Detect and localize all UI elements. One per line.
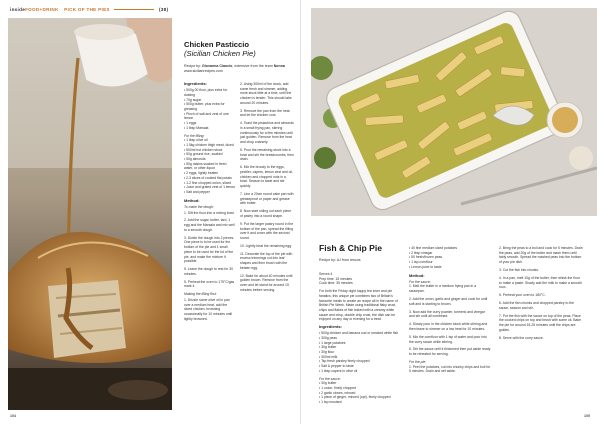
method-step: 1. Sift the flour into a mixing bowl. [184, 210, 235, 215]
method-step: 3. Cut the fish into chunks. [499, 268, 539, 272]
section-title: PICK OF THE PIES [64, 7, 110, 12]
method-step: 7. Put the fish with the sauce on top of the peas. Place the cooked chips on top and brush with some oil. Bake the pie for around 15-25 minutes until the chips are golden. [499, 313, 581, 332]
ingredient-item: • 500g butter, plus extra for greasing [184, 102, 225, 112]
method-step: 5. Leave the dough to rest for 30 minutes. [184, 267, 234, 276]
filling-item: • 50g ground rice, soaked [184, 152, 223, 157]
method-step: 3. Now add the curry powder, turmeric and vinegar and stir until all combined. [409, 309, 485, 319]
filling-item: • 500ml hot chicken stock [184, 147, 223, 152]
recipe-meta: Prep time: 15 minutes [319, 276, 352, 281]
sauce-item: • 1 tsp mustard [319, 400, 342, 405]
recipe-title: Fish & Chip Pie [319, 243, 383, 253]
method-step: 1. Peel the potatoes, cut into chunky chips and boil for 5 minutes. Drain and set aside. [409, 364, 491, 374]
filling-item: • Juice and grated zest of 1 lemon [184, 185, 236, 190]
section-page: (38) [158, 7, 169, 12]
filling-item: • 1.5kg chicken thigh meat, diced [184, 142, 234, 147]
ingredient-item: • 1 large potatoes [319, 340, 346, 345]
ingredient-item: • Lemon juice to taste [409, 264, 442, 269]
method-step: 2. Bring the peas to a boil and cook for 5 minutes. Drain the peas, add 20g of the butter and mash them until fairly smooth. Spread the mashed peas into the bottom of your pie dish. [499, 246, 583, 265]
sauce-heading: For the sauce: [319, 376, 341, 381]
method-heading: Method: [184, 197, 200, 203]
filling-item: • 2 eggs, lightly beaten [184, 171, 219, 176]
fish-pie-photo [311, 8, 597, 216]
method-step: 6. Mix the broody to the eggs, pecifier, capers, lemon zest and oil, chicken and chopped nuts in a bowl. Season to taste and stir quickly. [240, 165, 293, 189]
method-step: 4. Slowly pour in the chicken stock while stirring and then leave to simmer on a low heat for 10 minutes. [409, 322, 488, 331]
ingredient-item: • 300g peas [319, 335, 337, 340]
filling-item: • 50g raisins soaked in fresh water, or other liquor [184, 161, 227, 171]
method-step: 2. Add the onion, garlic and ginger and cook for until soft and is starting to brown. [409, 297, 488, 306]
filling-item: • 50g almonds [184, 157, 206, 162]
sauce-item: • 1 onion, finely chopped [319, 385, 357, 390]
ingredient-item: • 50 fresh/frozen peas [409, 255, 443, 260]
filling-method-subheading: Making the filling first: [184, 292, 217, 297]
ingredient-item: • 500g 00 flour, plus extra for dusting [184, 88, 228, 97]
method-step: 9. Put the larger pastry round in the bottom of the pan, spread the filling over it and cover with the second round. [240, 221, 294, 240]
ingredient-item: • Salt & pepper to taste [319, 364, 354, 369]
recipe-title: Chicken Pasticcio [184, 40, 249, 49]
sauce-item: • 1 piece of ginger, minced (opt), finely chopped [319, 395, 391, 400]
method-step: 5. Preheat your oven to 180°C. [499, 293, 546, 298]
method-step: 5. Pour the remaining stock into a bowl and stir the breadcrumbs, then drain. [240, 148, 294, 162]
sauce-item: • 30g butter [319, 381, 337, 386]
ingredient-item: • 1 tsp cornflour [409, 260, 433, 265]
method-step: 5. Preheat the oven to 175°C/gas mark 4. [184, 279, 235, 289]
recipe-subtitle: (Sicilian Chicken Pie) [184, 49, 256, 58]
filling-item: • 1-2 fine chopped onion, sliced [184, 180, 232, 185]
method-step: 1. Drizzle some olive oil in pan over a medium heat, add the diced chicken, browning occasionally for 10 minutes until lightly browned. [184, 298, 233, 321]
right-column-1 [319, 272, 401, 405]
right-page [300, 0, 600, 424]
left-column-1 [184, 82, 236, 325]
ingredient-item: • 1 eggs [184, 121, 197, 126]
method-step: 2. Add the sugar, butter, lard, 1 egg and the Marsala and mix well to a smooth dough. [184, 218, 235, 232]
left-column-2 [240, 82, 294, 296]
magazine-header [10, 7, 168, 12]
magazine-logo: insideFOOD+DRINK [10, 7, 59, 12]
ingredient-item: • 40 fine medium sized potatoes [409, 246, 458, 250]
recipe-meta: Serves 4 [319, 272, 333, 276]
method-step: 8. Now start rolling out each piece of pastry into a round shape. [240, 209, 292, 218]
method-step: 5. Mix the cornflour with 1 tsp of water and pour into the curry sauce while stirring. [409, 334, 487, 344]
ingredient-item: • Pinch of salt and zest of one lemon [184, 111, 229, 121]
ingredients-heading: Ingredients: [319, 324, 342, 330]
right-column-3 [499, 246, 583, 344]
left-page-number: 104 [10, 414, 16, 418]
method-step: 6. Add the fish chunks and chopped parsley to the sauce, season and stir. [499, 301, 575, 310]
pie-subheading: For the pie: [409, 359, 427, 364]
recipe-byline: Recipe by: Giovanna Ciancio, extensive from the team Nonna www.sicilianrecipes.com [184, 64, 285, 73]
ingredients-heading: Ingredients: [184, 81, 207, 86]
recipe-meta: Cook time: 35 minutes [319, 281, 353, 286]
ingredient-item: • 30g butter [319, 345, 337, 350]
method-step: 3. Divide the dough into 2 pieces. One piece is to be used for the bottom of the pie and 1 small piece to be used for the lid of the pie, and make the mixture if possible. [184, 235, 235, 264]
section-rule [114, 9, 154, 10]
sauce-item: • 2 garlic cloves, minced [319, 390, 356, 395]
ingredient-item: • 30g flour [319, 350, 335, 355]
filling-item: • 1 tbsp olive oil [184, 138, 208, 143]
filling-item: • Salt and pepper [184, 189, 211, 194]
method-step: 1. Melt the butter in a medium frying pan in a saucepan. [409, 284, 477, 294]
ingredient-item: • 2 tbsp vinegar [409, 250, 433, 255]
method-subheading: For the sauce: [409, 279, 431, 284]
method-step: 12. Bake for about 40 minutes until golden brown. Remove from the oven and let stand for around 15 minutes before serving. [240, 273, 293, 292]
ingredient-item: • 70g sugar [184, 97, 202, 102]
ingredient-item: • Tsp fresh parsley finely chopped [319, 359, 370, 364]
recipe-byline: Recipe by: AJ from tescos [319, 258, 361, 262]
method-step: 4. In a pan, melt 10g of the butter, then whisk the flour to make a paste. Slowly add the milk to make a smooth roux. [499, 275, 582, 290]
filling-item: • 2-3 slices of cooked flat potato [184, 175, 232, 180]
filling-heading: For the filling: [184, 133, 205, 138]
method-step: 3. Remove the pan from the heat and let the chicken cool. [240, 108, 290, 118]
method-step: 8. Serve with the curry sauce. [499, 335, 544, 340]
ingredient-item: • 1 tbsp Marsala [184, 125, 209, 130]
ingredient-item: • 1 tbsp capers in olive oil [319, 368, 358, 373]
method-step: 7. Line a 20cm round cake pan with greaseproof or paper and grease with butter. [240, 192, 294, 206]
method-step: 10. Lightly beat the remaining egg. [240, 243, 293, 248]
method-heading: Method: [409, 272, 425, 278]
right-page-number: 105 [584, 414, 590, 418]
ingredient-item: • 500g chicken and banana cod or smoked white fish [319, 331, 399, 336]
method-step: 2. Using 300ml of the stock, add some fresh and simmer, adding more stock little at a time, until the chicken is tender. This should take around 20 minutes. [240, 82, 292, 105]
right-column-2 [409, 246, 491, 377]
method-step: 4. Toast the pistachios and almonds in a small frying pan, stirring continuously for a few minutes until just golden. Remove from the heat and chop coarsely. [240, 121, 294, 145]
chicken-pie-photo [8, 18, 172, 410]
method-subheading: To make the dough: [184, 204, 214, 209]
method-step: 11. Decorate the top of the pie with excess trimmings cut into leaf shapes and then brush with the beaten egg. [240, 251, 293, 270]
ingredient-item: • 300ml milk [319, 354, 338, 359]
recipe-intro: For both the Friday night happy tea lover and pie fanatics, this unique pie combines two of Britain's favourite meals to create an recipe all in the name of British Pie Week. Made using traditional flaky crust, chips and flakes of fish baked with a creamy white sauce and crisp, double chip crust, the dish can be enjoyed on any day or evening for a treat. [319, 289, 398, 322]
method-step: 6. Stir the sauce until it thickened then put aside ready to be reheated for serving. [409, 347, 491, 357]
recipe-title-block [184, 40, 294, 58]
